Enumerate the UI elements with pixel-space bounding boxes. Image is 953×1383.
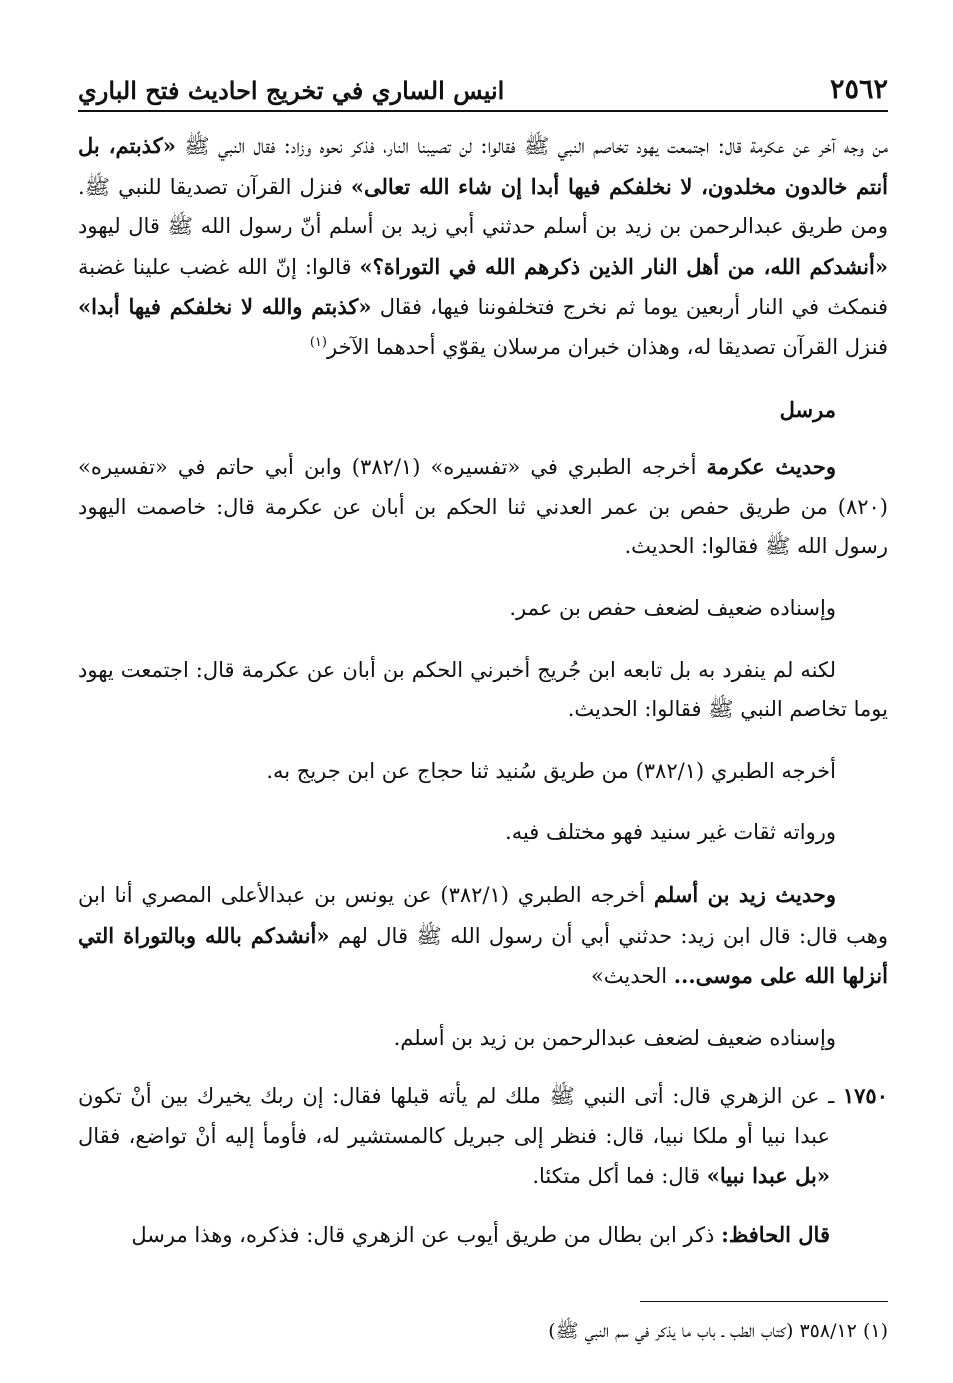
section-heading: مرسل: [779, 396, 836, 422]
paragraph-3: وإسناده ضعيف لضعف حفص بن عمر.: [509, 595, 836, 620]
text: فنزل القرآن تصديقا له، وهذان خبران مرسلان يقوّي أحدهما الآخر: [326, 334, 888, 359]
paragraph-6: ورواته ثقات غير سنيد فهو مختلف فيه.: [505, 820, 836, 845]
text: فنزل القرآن تصديقا للنبي ﷺ. ومن طريق عبدالرحمن بن زيد بن أسلم حدثني أبي زيد بن أسلم أنّ رسول الله ﷺ قال ليهود: [78, 174, 888, 239]
lead-phrase: قال الحافظ:: [721, 1222, 830, 1248]
paragraph-7: [78, 875, 888, 997]
hadith-quote: «كذبتم، بل أنتم خالدون مخلدون، لا نخلفكم فيها أبدا إن شاء الله تعالى»: [78, 133, 889, 199]
hadith-entry-1750: [78, 1076, 888, 1197]
hadith-number: ١٧٥٠: [842, 1083, 888, 1109]
hadith-quote: «أنشدكم بالله وبالتوراة التي أنزلها الله على موسى...: [78, 922, 888, 989]
paragraph-4: لكنه لم ينفرد به بل تابعه ابن جُريج أخبرني الحكم بن أبان عن عكرمة قال: اجتمعت يهود يوما تخاصم النبي ﷺ فقالوا: الحديث.: [78, 657, 888, 722]
page-body: [78, 126, 888, 1256]
hadith-quote: «بل عبدا نبيا»: [706, 1163, 830, 1189]
footnote: [68, 1318, 888, 1344]
lead-phrase: وحديث عكرمة: [706, 454, 837, 480]
lead-phrase: وحديث زيد بن أسلم: [653, 881, 837, 907]
hadith-quote: «كذبتم والله لا نخلفكم فيها أبدا»: [78, 294, 372, 320]
paragraph-8: وإسناده ضعيف لضعف عبدالرحمن بن زيد بن أسلم.: [393, 1025, 836, 1050]
text: ذكر ابن بطال من طريق أيوب عن الزهري قال: فذكره، وهذا مرسل: [131, 1223, 722, 1248]
page-header: [78, 70, 888, 112]
text: الحديث»: [590, 964, 674, 989]
footnote-ref[interactable]: (١): [309, 334, 327, 350]
footnote-marker: (١): [862, 1320, 888, 1342]
paragraph-5: أخرجه الطبري (٣٨٢/١) من طريق سُنيد ثنا حجاج عن ابن جريج به.: [266, 758, 836, 783]
text: قالوا: إنّ الله غضب علينا غضبة فنمكث في النار أربعين يوما ثم نخرج فتخلفوننا فيها، فقال: [78, 254, 888, 320]
text: قال: فما أكل متكئا.: [532, 1164, 707, 1189]
text: من وجه آخر عن عكرمة قال: اجتمعت يهود تخاصم النبي ﷺ فقالوا: لن تصيبنا النار، فذكر نحوه وزاد: فقال النبي ﷺ: [175, 134, 889, 158]
footnote-text: ٣٥٨/١٢ (كتاب الطب ـ باب ما يذكر في سم النبي ﷺ): [548, 1320, 863, 1342]
paragraph-2: [78, 447, 888, 567]
paragraph-10: [78, 1215, 888, 1256]
text: أخرجه الطبري في «تفسيره» (٣٨٢/١) وابن أبي حاتم في «تفسيره» (٨٢٠) من طريق حفص بن عمر العدني ثنا الحكم بن أبان عن عكرمة قال: خاصمت اليهود رسول الله ﷺ فقالوا: الحديث.: [78, 455, 888, 559]
running-title: انيس الساري في تخريج احاديث فتح الباري: [78, 76, 505, 105]
paragraph-1: [78, 126, 888, 368]
hadith-quote: «أنشدكم الله، من أهل النار الذين ذكرهم الله في التوراة؟»: [359, 253, 888, 279]
footnote-divider: [640, 1301, 888, 1302]
page-number: ٢٥٦٢: [829, 74, 888, 105]
text: ـ عن الزهري قال: أتى النبي ﷺ ملك لم يأته قبلها فقال: إن ربك يخيرك بين أنْ تكون عبدا نبيا أو ملكا نبيا، قال: فنظر إلى جبريل كالمستشير له، فأومأ إليه أنْ تواضع، فقال: [78, 1084, 843, 1148]
text: أخرجه الطبري (٣٨٢/١) عن يونس بن عبدالأعلى المصري أنا ابن وهب قال: قال ابن زيد: حدثني أبي أن رسول الله ﷺ قال لهم: [78, 882, 888, 948]
